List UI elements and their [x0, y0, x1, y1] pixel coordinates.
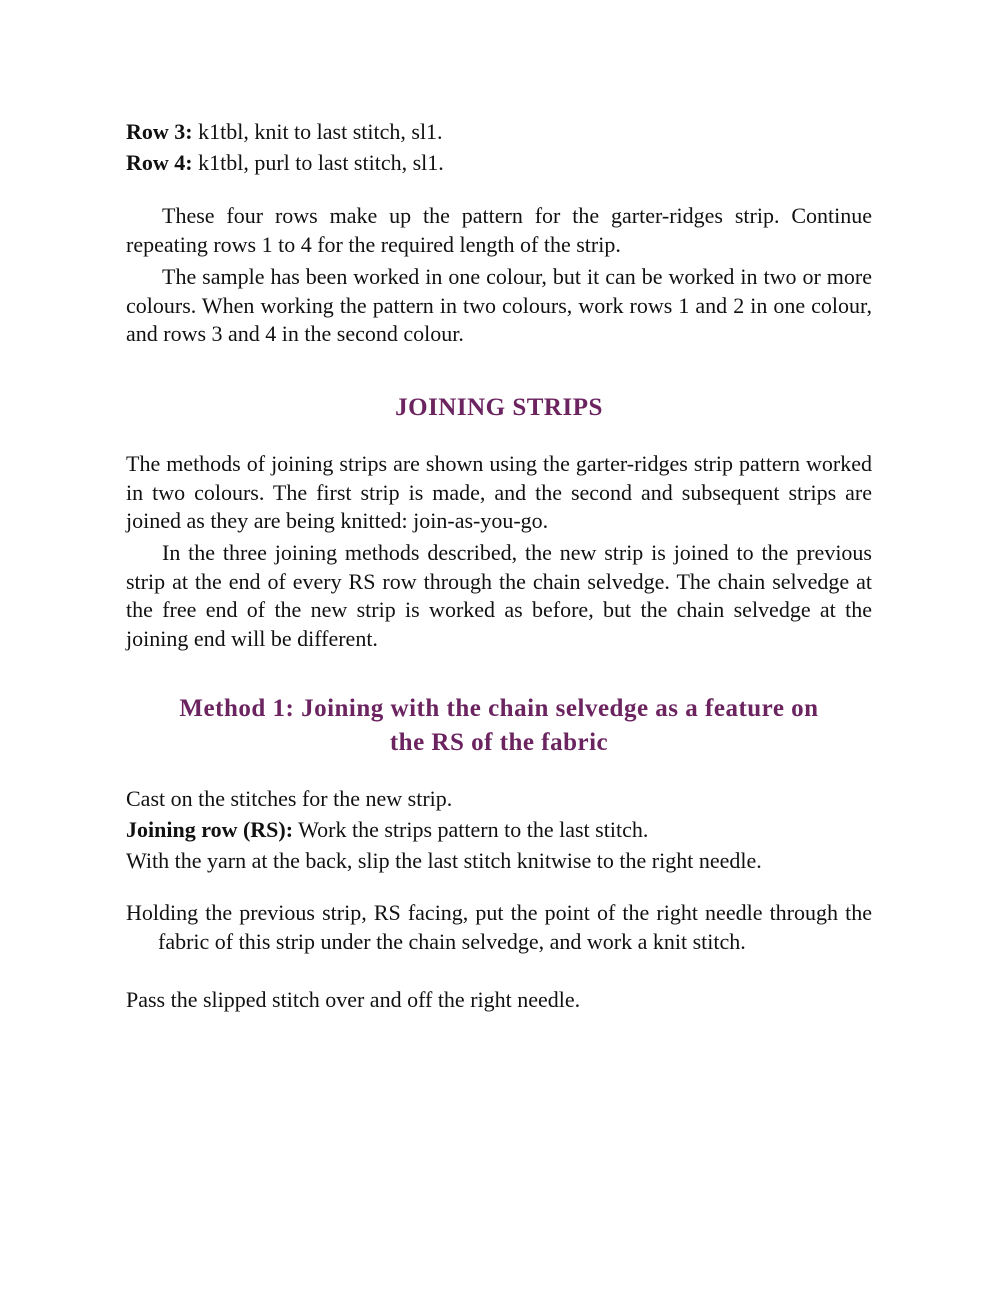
holding-paragraph: Holding the previous strip, RS facing, put the point of the right needle through the fabric of this strip under the chain selvedge, and work a knit stitch. — [126, 900, 872, 954]
method-heading-block — [106, 692, 892, 760]
joining-row-line — [126, 814, 872, 845]
intro-paragraph: The sample has been worked in one colour, but it can be worked in two or more colours. When working the pattern in two colours, work rows 1 and 2 in one colour, and rows 3 and 4 in the second colour. — [126, 264, 872, 346]
method-steps — [126, 783, 872, 876]
row-4-line — [126, 147, 872, 178]
row-3-line — [126, 116, 872, 147]
joining-row-label: Joining row (RS): — [126, 817, 294, 842]
intro-paragraph-2-block — [126, 263, 872, 349]
slip-stitch-line: With the yarn at the back, slip the last stitch knitwise to the right needle. — [126, 848, 762, 873]
intro-paragraph: These four rows make up the pattern for the garter-ridges strip. Continue repeating rows 1 to 4 for the required length of the strip. — [126, 203, 872, 257]
row-4-text: k1tbl, purl to last stitch, sl1. — [192, 150, 444, 175]
document-page — [126, 0, 872, 1293]
section-paragraph: In the three joining methods described, the new strip is joined to the previous strip at the end of every RS row through the chain selvedge. The chain selvedge at the free end of the new strip is worked as before, but the chain selvedge at the joining end will be different. — [126, 540, 872, 651]
row-4-label: Row 4: — [126, 150, 193, 175]
joining-row-text: Work the strips pattern to the last stitch. — [293, 817, 649, 842]
section-paragraph: The methods of joining strips are shown using the garter-ridges strip pattern worked in two colours. The first strip is made, and the second and subsequent strips are joined as they are being knitted: join-as-you-go. — [126, 451, 872, 533]
row-3-label: Row 3: — [126, 119, 193, 144]
section-paragraph-2-block — [126, 539, 872, 653]
pass-line-block — [126, 984, 872, 1015]
section-paragraph-1-block — [126, 450, 872, 536]
cast-on-line: Cast on the stitches for the new strip. — [126, 786, 453, 811]
row-instructions — [126, 116, 872, 178]
pass-stitch-line: Pass the slipped stitch over and off the right needle. — [126, 987, 581, 1012]
holding-paragraph-block — [126, 899, 872, 956]
row-3-text: k1tbl, knit to last stitch, sl1. — [192, 119, 443, 144]
method-heading-line-2: the RS of the fabric — [389, 729, 609, 756]
intro-paragraph-1-block — [126, 202, 872, 259]
section-heading: JOINING STRIPS — [395, 394, 603, 421]
joining-strips-heading-block — [126, 392, 872, 424]
method-heading-line-1: Method 1: Joining with the chain selvedge as a feature on — [179, 695, 819, 722]
